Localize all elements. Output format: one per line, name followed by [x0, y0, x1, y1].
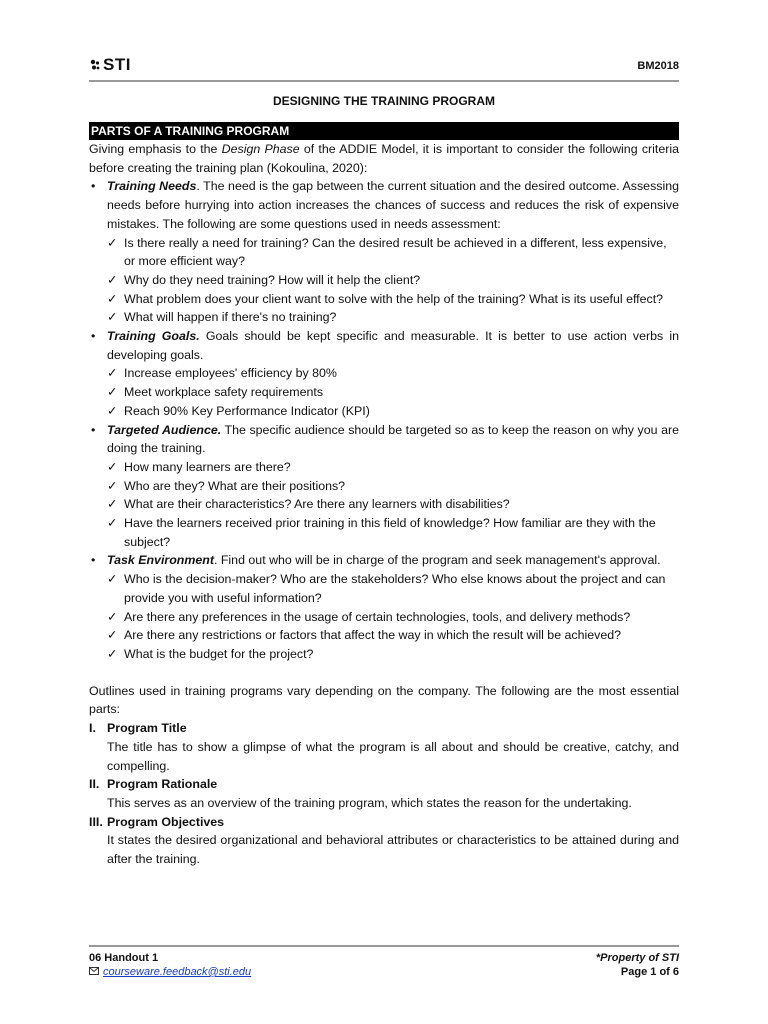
section-heading: PARTS OF A TRAINING PROGRAM	[89, 122, 679, 140]
checklist-text: Who are they? What are their positions?	[124, 478, 346, 493]
part-title: Program Objectives	[107, 814, 225, 829]
checkmark-icon: ✓	[107, 497, 118, 512]
part-heading	[89, 719, 679, 738]
part-title: Program Title	[107, 721, 187, 736]
bullet-icon: •	[91, 422, 96, 437]
property-notice: *Property of STI	[595, 952, 679, 964]
part-description: This serves as an overview of the training program, which states the reason for the undertaking.	[107, 795, 632, 810]
checklist-item	[89, 364, 679, 383]
document-code: BM2018	[637, 60, 679, 72]
checklist-text: What problem does your client want to solve with the help of the training? What is its useful effect?	[124, 291, 664, 306]
checklist-text: Is there really a need for training? Can the desired result be achieved in a different, less expensive, or more efficient way?	[124, 235, 667, 269]
footer-rule	[89, 945, 679, 947]
criterion-text: The specific audience should be targeted so as to keep the reason on why you are doing the training.	[107, 422, 679, 456]
checkmark-icon: ✓	[107, 235, 118, 250]
outline-intro: Outlines used in training programs vary depending on the company. The following are the most essential parts:	[89, 683, 679, 717]
checklist-item	[89, 608, 679, 627]
checklist-text: Who is the decision-maker? Who are the stakeholders? Who else knows about the project and can provide you with useful information?	[124, 572, 666, 605]
part-title: Program Rationale	[107, 777, 218, 792]
criterion-term: Task Environment	[107, 553, 214, 568]
checklist-text: Are there any preferences in the usage of certain technologies, tools, and delivery methods?	[124, 609, 631, 624]
checklist-item	[89, 290, 679, 309]
checkmark-icon: ✓	[107, 385, 118, 400]
bullet-icon: •	[91, 329, 96, 344]
checkmark-icon: ✓	[107, 272, 118, 287]
checklist-item	[89, 570, 679, 607]
checklist-text: Have the learners received prior training in this field of knowledge? How familiar are they with the subject?	[124, 516, 656, 549]
intro-suffix: of the ADDIE Model, it is important to consider the following criteria before creating the training plan (Kokoulina, 2020):	[89, 142, 679, 175]
checklist-text: Are there any restrictions or factors that affect the way in which the result will be achieved?	[124, 628, 622, 643]
part-numeral: II.	[89, 777, 100, 792]
part-heading	[89, 813, 679, 832]
checkmark-icon: ✓	[107, 403, 118, 418]
envelope-icon	[89, 965, 99, 979]
checkmark-icon: ✓	[107, 628, 118, 643]
checkmark-icon: ✓	[107, 366, 118, 381]
criterion-term: Training Goals.	[107, 329, 200, 344]
feedback-email-link[interactable]: courseware.feedback@sti.edu	[103, 966, 252, 978]
part-numeral: I.	[89, 721, 96, 736]
checklist-item	[89, 234, 679, 271]
criterion-term-sep: .	[196, 179, 200, 194]
logo-text: STI	[103, 55, 131, 74]
checkmark-icon: ✓	[107, 291, 118, 306]
criterion-term: Training Needs	[107, 179, 197, 194]
parts-list	[89, 719, 679, 869]
checkmark-icon: ✓	[107, 646, 118, 661]
sti-logo	[89, 54, 131, 76]
criterion-item	[89, 421, 679, 458]
header-rule	[89, 80, 679, 82]
document-body	[89, 140, 679, 869]
checklist-item	[89, 645, 679, 664]
sti-logo-icon	[89, 58, 101, 72]
checkmark-icon: ✓	[107, 478, 118, 493]
checklist-text: Why do they need training? How will it help the client?	[124, 272, 421, 287]
page-number: Page 1 of 6	[620, 966, 679, 978]
checklist-text: Reach 90% Key Performance Indicator (KPI)	[124, 403, 370, 418]
handout-label: 06 Handout 1	[89, 952, 159, 964]
checkmark-icon: ✓	[107, 572, 118, 587]
checklist-item	[89, 626, 679, 645]
checklist-item	[89, 495, 679, 514]
checkmark-icon: ✓	[107, 609, 118, 624]
checklist-item	[89, 402, 679, 421]
criterion-text: Find out who will be in charge of the program and seek management's approval.	[217, 553, 661, 568]
checklist-item	[89, 458, 679, 477]
intro-emphasis: Design Phase	[221, 142, 300, 156]
checklist-text: Meet workplace safety requirements	[124, 385, 324, 400]
checklist-text: How many learners are there?	[124, 459, 291, 474]
criterion-text: Goals should be kept specific and measurable. It is better to use action verbs in developing goals.	[107, 329, 679, 362]
intro-prefix: Giving emphasis to the	[89, 142, 222, 156]
part-description: It states the desired organizational and behavioral attributes or characteristics to be attained during and after the training.	[107, 833, 679, 867]
intro-paragraph	[89, 140, 679, 177]
checklist-text: Increase employees' efficiency by 80%	[124, 366, 337, 381]
checkmark-icon: ✓	[107, 459, 118, 474]
checklist-item	[89, 477, 679, 496]
checkmark-icon: ✓	[107, 310, 118, 325]
checklist-text: What is the budget for the project?	[124, 646, 314, 661]
part-numeral: III.	[89, 814, 103, 829]
criterion-item	[89, 551, 679, 570]
criterion-item	[89, 177, 679, 233]
criteria-list	[89, 177, 679, 663]
checklist-item	[89, 514, 679, 551]
checklist-item	[89, 271, 679, 290]
document-title: DESIGNING THE TRAINING PROGRAM	[272, 94, 495, 108]
checkmark-icon: ✓	[107, 516, 118, 531]
bullet-icon: •	[91, 553, 96, 568]
checklist-item	[89, 308, 679, 327]
spacer	[89, 664, 679, 682]
criterion-term: Targeted Audience.	[107, 422, 222, 437]
checklist-text: What are their characteristics? Are there any learners with disabilities?	[124, 497, 510, 512]
checklist-text: What will happen if there's no training?	[124, 310, 337, 325]
part-description: The title has to show a glimpse of what the program is all about and should be creative, catchy, and compelling.	[107, 739, 679, 773]
criterion-text: The need is the gap between the current situation and the desired outcome. Assessing needs before hurrying into action increases the chances of success and reduces the risk of expensive mistakes. The following are some questions used in needs assessment:	[107, 179, 679, 231]
part-heading	[89, 775, 679, 794]
bullet-icon: •	[91, 179, 96, 194]
checklist-item	[89, 383, 679, 402]
criterion-term-sep: .	[213, 553, 218, 568]
page-header	[89, 52, 679, 80]
criterion-item	[89, 327, 679, 364]
feedback-email-row	[89, 965, 251, 979]
